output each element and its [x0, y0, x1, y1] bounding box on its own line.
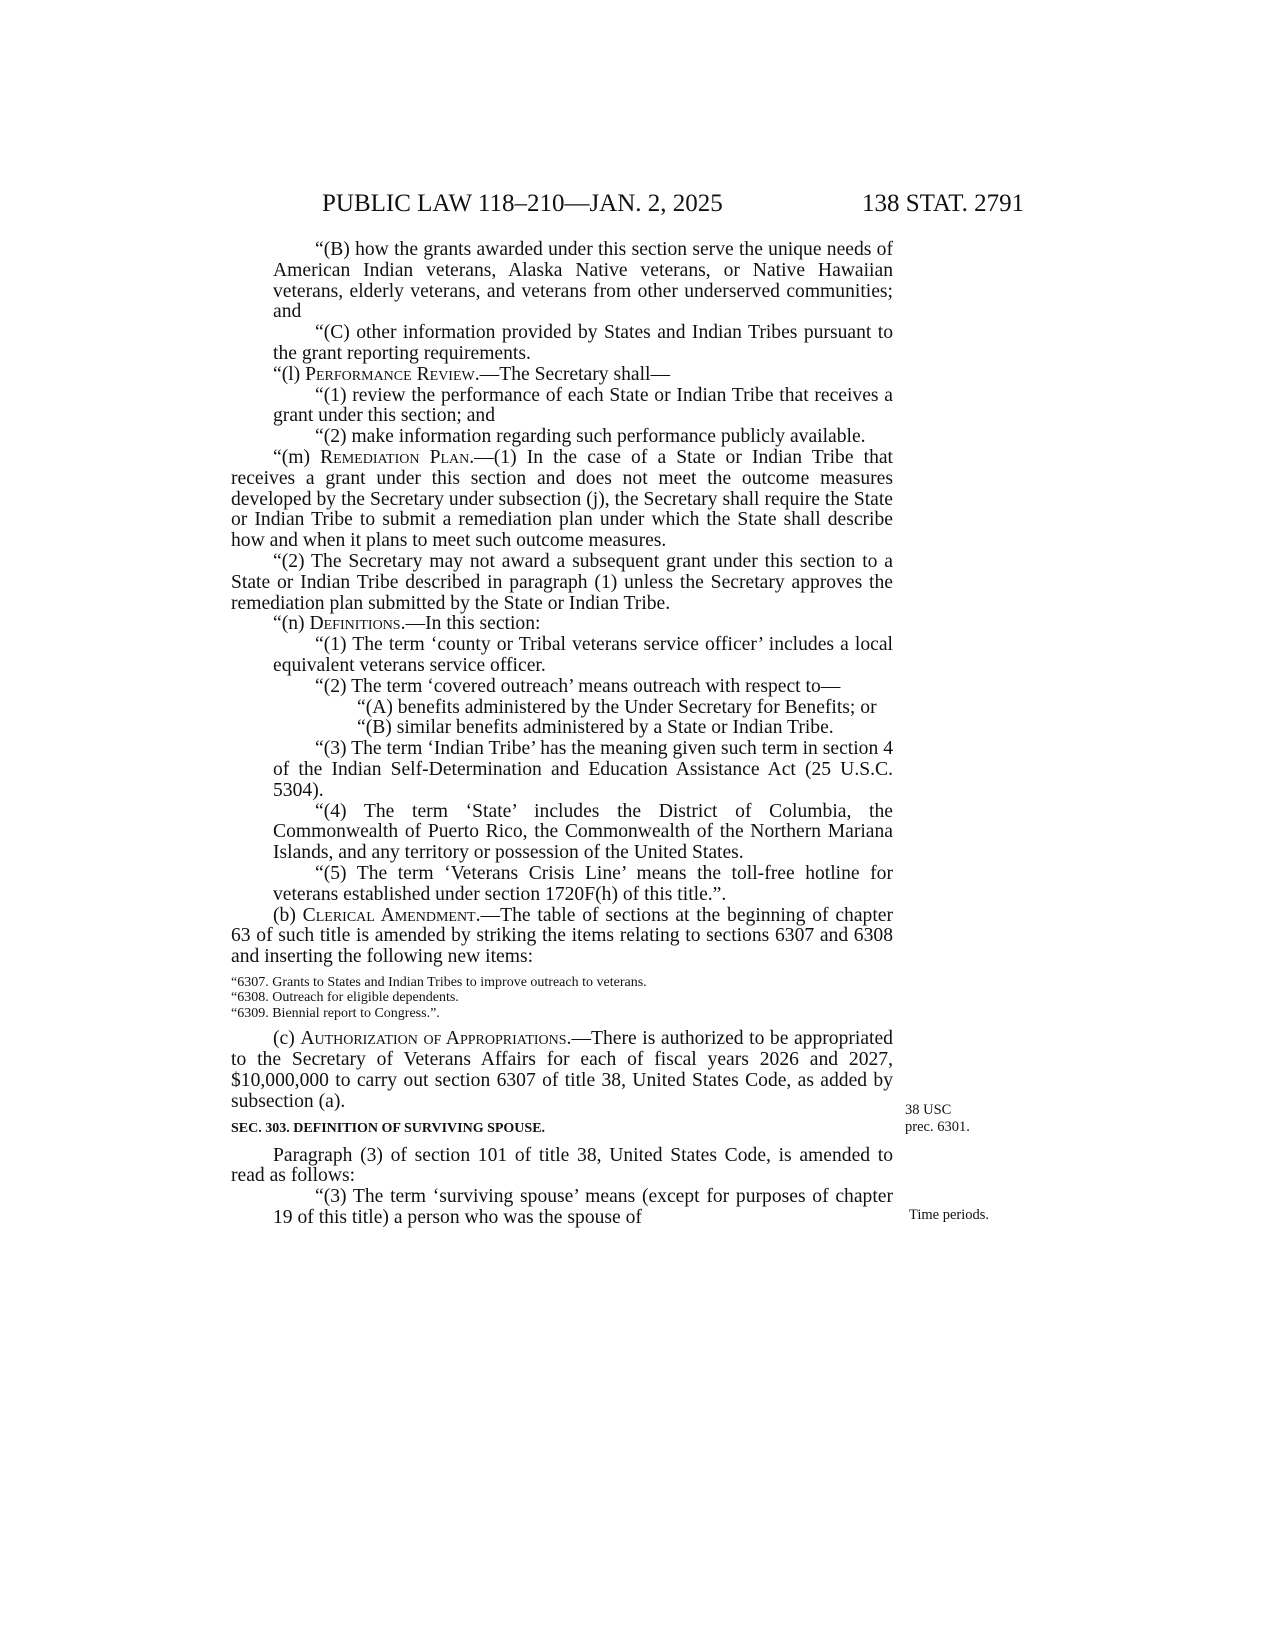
subsection-n-text: .—In this section:	[400, 613, 541, 635]
paragraph-n-2: “(2) The term ‘covered outreach’ means outreach with respect to—	[315, 675, 841, 697]
paragraph-m-2: “(2) The Secretary may not award a subsequent grant under this section to a State or Indian Tribe described in paragraph (1) unless the Secretary approves the remediation plan submitted by the State or Indian Tribe.	[231, 550, 893, 614]
margin-note-usc-line2: prec. 6301.	[905, 1119, 970, 1135]
paragraph-n-5: “(5) The term ‘Veterans Crisis Line’ means the toll-free hotline for veterans established under section 1720F(h) of this title.”.	[273, 862, 893, 905]
paragraph-n-3: “(3) The term ‘Indian Tribe’ has the meaning given such term in section 4 of the Indian Self-Determination and Education Assistance Act (25 U.S.C. 5304).	[273, 738, 893, 801]
subsection-m	[231, 448, 893, 552]
subsection-c	[231, 1029, 893, 1112]
subsection-m-text: .—(1) In the case of a State or Indian Tribe that receives a grant under this section and does not meet the outcome measures developed by the Secretary under subsection (j), the Secretary shall require the State or Indian Tribe to submit a remediation plan under which the State shall describe how and when it plans to meet such outcome measures.	[231, 446, 894, 552]
paragraph-l-2: “(2) make information regarding such performance publicly available.	[315, 426, 866, 448]
paragraph-k-c: “(C) other information provided by States and Indian Tribes pursuant to the grant reporting requirements.	[273, 322, 893, 364]
margin-note-usc-line1: 38 USC	[905, 1102, 952, 1118]
running-title: PUBLIC LAW 118–210—JAN. 2, 2025	[322, 190, 723, 217]
page-header	[0, 190, 1275, 230]
subsection-b	[231, 906, 893, 968]
subsection-c-heading: Authorization of Appropriations	[300, 1028, 567, 1050]
paragraph-n-4: “(4) The term ‘State’ includes the District of Columbia, the Commonwealth of Puerto Rico, the Commonwealth of the Northern Mariana Islands, and any territory or possession of the United States.	[273, 800, 893, 864]
section-303-intro: Paragraph (3) of section 101 of title 38, United States Code, is amended to read as follows:	[231, 1144, 893, 1187]
subsection-b-text: .—The table of sections at the beginning of chapter 63 of such title is amended by striking the items relating to sections 6307 and 6308 and inserting the following new items:	[231, 904, 893, 968]
toc-item-6308: “6308. Outreach for eligible dependents.	[231, 990, 459, 1006]
subsection-b-heading: Clerical Amendment	[302, 904, 476, 926]
paragraph-n-1: “(1) The term ‘county or Tribal veterans service officer’ includes a local equivalent veterans service officer.	[273, 634, 893, 676]
subsection-l	[231, 365, 893, 386]
toc-item-6307: “6307. Grants to States and Indian Tribes to improve outreach to veterans.	[231, 974, 647, 990]
subsection-m-heading: Remediation Plan	[320, 446, 470, 468]
subsection-l-text: .—The Secretary shall—	[474, 363, 671, 385]
subsection-l-open: “(l)	[273, 363, 306, 385]
law-text-body	[231, 240, 893, 1229]
paragraph-n-2-b: “(B) similar benefits administered by a State or Indian Tribe.	[357, 717, 834, 739]
margin-note-time-periods: Time periods.	[909, 1207, 990, 1223]
paragraph-n-2-a: “(A) benefits administered by the Under Secretary for Benefits; or	[357, 696, 877, 718]
margin-note-usc	[905, 1102, 970, 1136]
toc-item-6309: “6309. Biennial report to Congress.”.	[231, 1005, 440, 1021]
section-303-heading: SEC. 303. DEFINITION OF SURVIVING SPOUSE.	[231, 1120, 546, 1136]
subsection-n	[231, 614, 893, 635]
subsection-b-open: (b)	[273, 904, 303, 926]
section-303-paragraph-3: “(3) The term ‘surviving spouse’ means (except for purposes of chapter 19 of this title) a person who was the spouse of	[273, 1186, 893, 1228]
paragraph-l-1: “(1) review the performance of each State or Indian Tribe that receives a grant under this section; and	[273, 384, 893, 427]
subsection-n-heading: Definitions	[309, 613, 401, 635]
subsection-n-open: “(n)	[273, 613, 310, 635]
subsection-c-text: .—There is authorized to be appropriated to the Secretary of Veterans Affairs for each of fiscal years 2026 and 2027, $10,000,000 to carry out section 6307 of title 38, United States Code, as added by subsection (a).	[231, 1028, 893, 1112]
subsection-c-open: (c)	[273, 1028, 301, 1050]
table-of-sections	[231, 975, 893, 1022]
statute-page-number: 138 STAT. 2791	[862, 190, 1025, 217]
subsection-l-heading: Performance Review	[305, 363, 475, 385]
paragraph-k-b: “(B) how the grants awarded under this section serve the unique needs of American Indian veterans, Alaska Native veterans, or Native Hawaiian veterans, elderly veterans, and veterans from other underserved communities; and	[273, 239, 893, 323]
subsection-m-open: “(m)	[273, 446, 321, 468]
